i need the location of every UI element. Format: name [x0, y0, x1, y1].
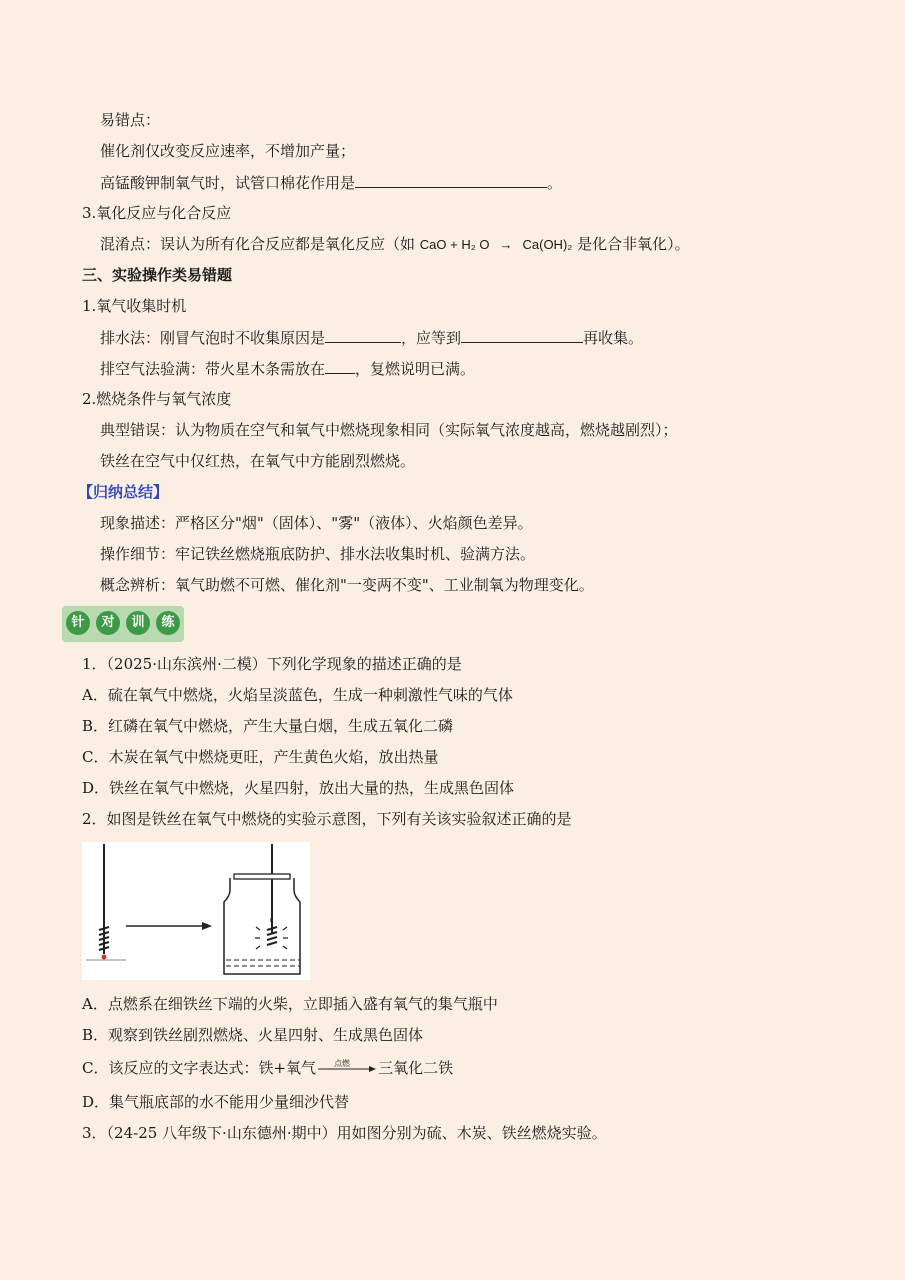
air-method-line	[100, 357, 475, 380]
answer-blank[interactable]	[325, 357, 355, 374]
answer-blank[interactable]	[461, 326, 583, 343]
question-2-option-d[interactable]: D．集气瓶底部的水不能用少量细沙代替	[82, 1093, 350, 1111]
error-point-cotton-end: 。	[547, 174, 563, 192]
option-c-text: C．该反应的文字表达式：铁+氧气	[82, 1059, 317, 1077]
experiment-diagram	[82, 842, 310, 980]
question-1-option-a[interactable]: A．硫在氧气中燃烧，火焰呈淡蓝色，生成一种刺激性气味的气体	[82, 686, 513, 704]
air-method-end: ，复燃说明已满。	[355, 360, 476, 378]
badge-char: 对	[96, 611, 120, 635]
answer-blank[interactable]	[355, 171, 547, 188]
section-3-title: 3.氧化反应与化合反应	[82, 204, 232, 222]
question-1-option-d[interactable]: D．铁丝在氧气中燃烧，火星四射，放出大量的热，生成黑色固体	[82, 779, 515, 797]
question-1-option-b[interactable]: B．红磷在氧气中燃烧，产生大量白烟，生成五氧化二磷	[82, 717, 454, 735]
water-method-end: 再收集。	[583, 329, 644, 347]
question-2-option-b[interactable]: B．观察到铁丝剧烈燃烧、火星四射、生成黑色固体	[82, 1026, 424, 1044]
arrow-icon	[316, 1059, 378, 1079]
combustion-title: 2.燃烧条件与氧气浓度	[82, 390, 232, 408]
oxygen-collection-title: 1.氧气收集时机	[82, 297, 187, 315]
reaction-condition: 点燃	[334, 1059, 351, 1068]
question-2-option-c[interactable]	[82, 1057, 453, 1079]
answer-blank[interactable]	[325, 326, 401, 343]
error-point-cotton	[100, 171, 562, 194]
summary-tag: 【归纳总结】	[78, 483, 169, 501]
confusion-end: 是化合非氧化）。	[572, 235, 690, 253]
combustion-iron: 铁丝在空气中仅红热，在氧气中方能剧烈燃烧。	[100, 452, 416, 470]
error-point-catalyst: 催化剂仅改变反应速率，不增加产量；	[100, 142, 356, 160]
option-c-product: 三氧化二铁	[378, 1059, 454, 1077]
targeted-training-badge	[62, 606, 184, 642]
combustion-error: 典型错误：认为物质在空气和氧气中燃烧现象相同（实际氧气浓度越高，燃烧越剧烈）；	[100, 421, 678, 439]
equation-arrow: →	[499, 237, 513, 252]
question-2-stem: 2．如图是铁丝在氧气中燃烧的实验示意图，下列有关该实验叙述正确的是	[82, 810, 572, 828]
equation-left: CaO + H₂ O	[419, 237, 490, 252]
question-1-option-c[interactable]: C．木炭在氧气中燃烧更旺，产生黄色火焰，放出热量	[82, 748, 439, 766]
summary-concepts: 概念辨析：氧气助燃不可燃、催化剂"一变两不变"、工业制氧为物理变化。	[100, 576, 594, 594]
badge-char: 练	[156, 611, 180, 635]
water-method-text: 排水法：刚冒气泡时不收集原因是	[100, 329, 326, 347]
iron-wire-combustion-figure	[82, 842, 310, 980]
error-point-cotton-text: 高锰酸钾制氧气时，试管口棉花作用是	[100, 174, 356, 192]
confusion-point	[100, 233, 690, 256]
question-3-stem: 3．（24-25 八年级下·山东德州·期中）用如图分别为硫、木炭、铁丝燃烧实验。	[82, 1124, 607, 1142]
question-2-option-a[interactable]: A．点燃系在细铁丝下端的火柴，立即插入盛有氧气的集气瓶中	[82, 995, 498, 1013]
water-method-mid: ，应等到	[401, 329, 462, 347]
equation-right: Ca(OH)₂	[522, 237, 573, 252]
badge-char: 训	[126, 611, 150, 635]
air-method-text: 排空气法验满：带火星木条需放在	[100, 360, 326, 378]
badge-char: 针	[66, 611, 90, 635]
reaction-arrow	[316, 1059, 378, 1079]
part-3-heading: 三、实验操作类易错题	[82, 266, 233, 284]
confusion-text: 混淆点：误认为所有化合反应都是氧化反应（如	[100, 235, 420, 253]
error-points-label: 易错点：	[100, 111, 161, 129]
summary-operation: 操作细节：牢记铁丝燃烧瓶底防护、排水法收集时机、验满方法。	[100, 545, 536, 563]
summary-phenomena: 现象描述：严格区分"烟"（固体）、"雾"（液体）、火焰颜色差异。	[100, 514, 533, 532]
question-1-stem: 1．（2025·山东滨州·二模）下列化学现象的描述正确的是	[82, 655, 462, 673]
water-method-line	[100, 326, 643, 349]
